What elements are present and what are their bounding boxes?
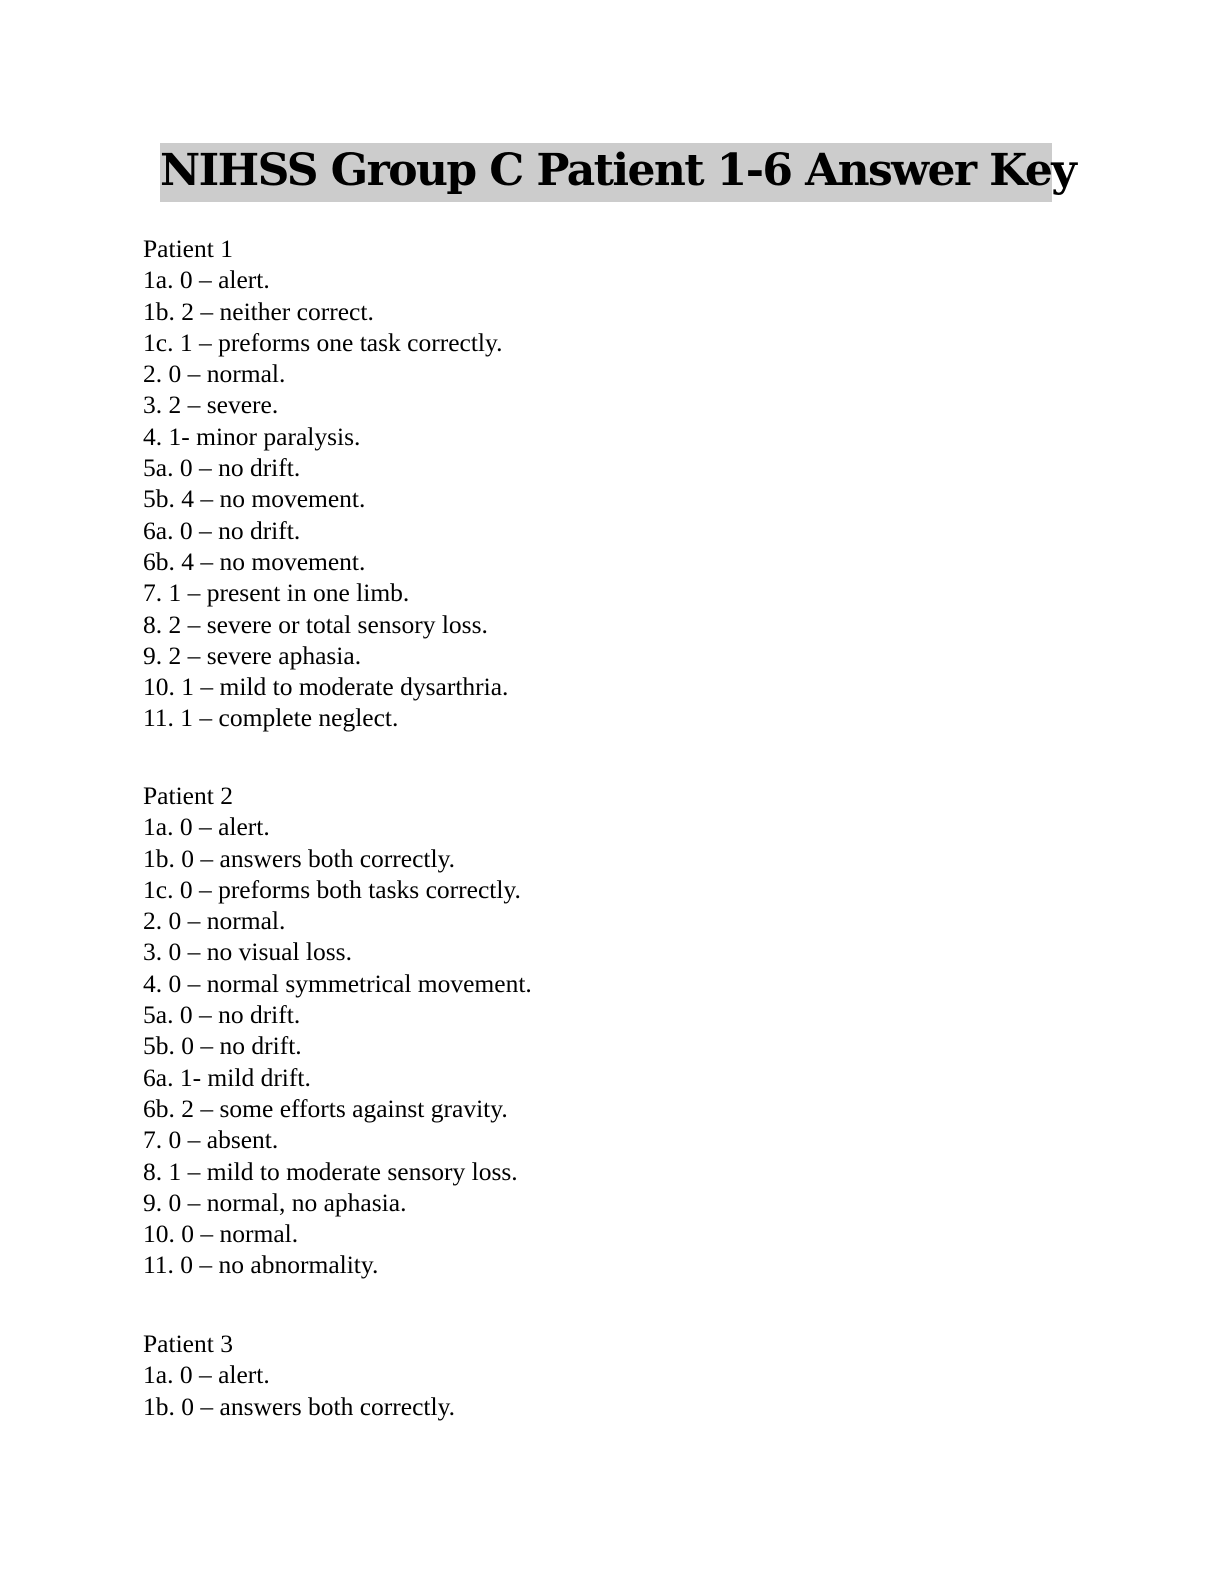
answer-item: 1c. 0 – preforms both tasks correctly. xyxy=(143,874,521,904)
answer-item: 9. 2 – severe aphasia. xyxy=(143,640,362,670)
patient-3-section xyxy=(143,1328,455,1422)
answer-item: 2. 0 – normal. xyxy=(143,359,286,389)
answer-item: 5b. 0 – no drift. xyxy=(143,1031,302,1061)
answer-item: 1b. 0 – answers both correctly. xyxy=(143,843,456,873)
answer-item: 6a. 0 – no drift. xyxy=(143,515,301,545)
answer-item: 6a. 1- mild drift. xyxy=(143,1062,311,1092)
answer-item: 8. 1 – mild to moderate sensory loss. xyxy=(143,1156,518,1186)
answer-item: 5b. 4 – no movement. xyxy=(143,484,366,514)
answer-item: 6b. 4 – no movement. xyxy=(143,546,366,576)
answer-item: 1b. 2 – neither correct. xyxy=(143,296,374,326)
answer-item: 11. 0 – no abnormality. xyxy=(143,1250,379,1280)
answer-item: 7. 0 – absent. xyxy=(143,1125,279,1155)
answer-item: 11. 1 – complete neglect. xyxy=(143,703,399,733)
patient-2-section xyxy=(143,780,532,1281)
answer-item: 3. 2 – severe. xyxy=(143,390,279,420)
answer-item: 9. 0 – normal, no aphasia. xyxy=(143,1187,407,1217)
answer-item: 4. 0 – normal symmetrical movement. xyxy=(143,968,532,998)
answer-item: 3. 0 – no visual loss. xyxy=(143,937,352,967)
answer-item: 10. 1 – mild to moderate dysarthria. xyxy=(143,672,509,702)
answer-item: 4. 1- minor paralysis. xyxy=(143,421,361,451)
answer-item: 1b. 0 – answers both correctly. xyxy=(143,1391,456,1421)
title-highlight xyxy=(160,143,1076,202)
answer-item: 5a. 0 – no drift. xyxy=(143,453,301,483)
answer-item: 6b. 2 – some efforts against gravity. xyxy=(143,1093,508,1123)
answer-item: 7. 1 – present in one limb. xyxy=(143,578,410,608)
page-title: NIHSS Group C Patient 1-6 Answer Key xyxy=(160,145,1076,196)
answer-item: 1a. 0 – alert. xyxy=(143,1360,270,1390)
answer-item: 2. 0 – normal. xyxy=(143,906,286,936)
answer-item: 1a. 0 – alert. xyxy=(143,265,270,295)
patient-heading: Patient 1 xyxy=(143,234,233,263)
patient-heading: Patient 2 xyxy=(143,781,233,810)
patient-heading: Patient 3 xyxy=(143,1329,233,1358)
answer-item: 10. 0 – normal. xyxy=(143,1219,299,1249)
patient-1-section xyxy=(143,233,508,734)
answer-item: 1c. 1 – preforms one task correctly. xyxy=(143,327,503,357)
answer-item: 8. 2 – severe or total sensory loss. xyxy=(143,609,488,639)
answer-item: 5a. 0 – no drift. xyxy=(143,1000,301,1030)
answer-item: 1a. 0 – alert. xyxy=(143,812,270,842)
